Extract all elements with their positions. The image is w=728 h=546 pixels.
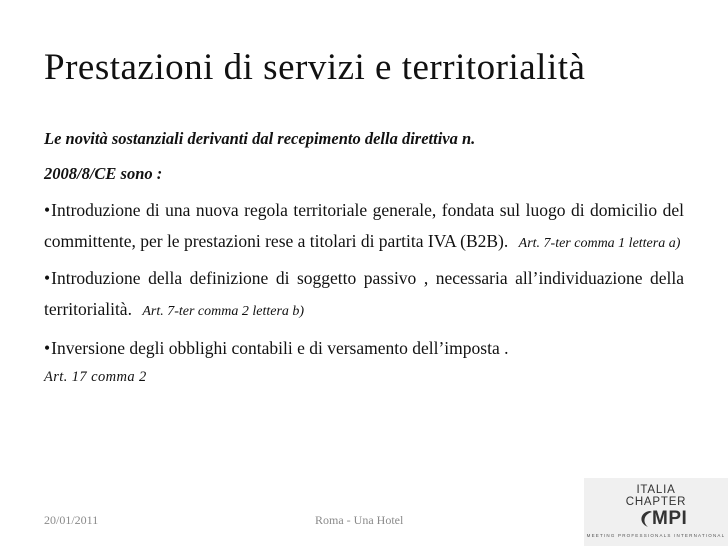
- slide-title: Prestazioni di servizi e territorialità: [44, 47, 586, 88]
- footer-date: 20/01/2011: [44, 513, 99, 527]
- bullet-text: Inversione degli obblighi contabili e di versamento dell’imposta .: [51, 338, 509, 358]
- logo-tagline: MEETING PROFESSIONALS INTERNATIONAL: [586, 533, 726, 538]
- article-reference: Art. 7-ter comma 2 lettera b): [142, 304, 305, 319]
- slide-body: [44, 121, 684, 388]
- bullet-marker: •: [44, 268, 51, 288]
- bullet-point-1: [44, 195, 684, 259]
- bullet-text: Introduzione della definizione di soggetto passivo , necessaria all’individuazione della territorialità.: [44, 268, 684, 319]
- intro-text: [44, 121, 684, 191]
- logo-brand: MPI: [652, 508, 688, 529]
- bullet-point-3: [44, 333, 684, 388]
- mpi-italia-chapter-logo: [584, 478, 728, 546]
- intro-line-1: Le novità sostanziali derivanti dal recepimento della direttiva n.: [44, 129, 476, 148]
- article-reference: Art. 17 comma 2: [44, 369, 147, 385]
- bullet-point-2: [44, 263, 684, 327]
- bullet-text: Introduzione di una nuova regola territoriale generale, fondata sul luogo di domicilio del committente, per le prestazioni rese a titolari di partita IVA (B2B).: [44, 200, 684, 251]
- logo-line-italia: ITALIA: [636, 484, 676, 496]
- logo-line-chapter: CHAPTER: [625, 496, 687, 508]
- intro-line-2: 2008/8/CE sono :: [44, 164, 163, 183]
- article-reference: Art. 7-ter comma 1 lettera a): [518, 236, 681, 251]
- footer-location: Roma - Una Hotel: [315, 513, 404, 527]
- bullet-marker: •: [44, 200, 51, 220]
- bullet-marker: •: [44, 338, 51, 358]
